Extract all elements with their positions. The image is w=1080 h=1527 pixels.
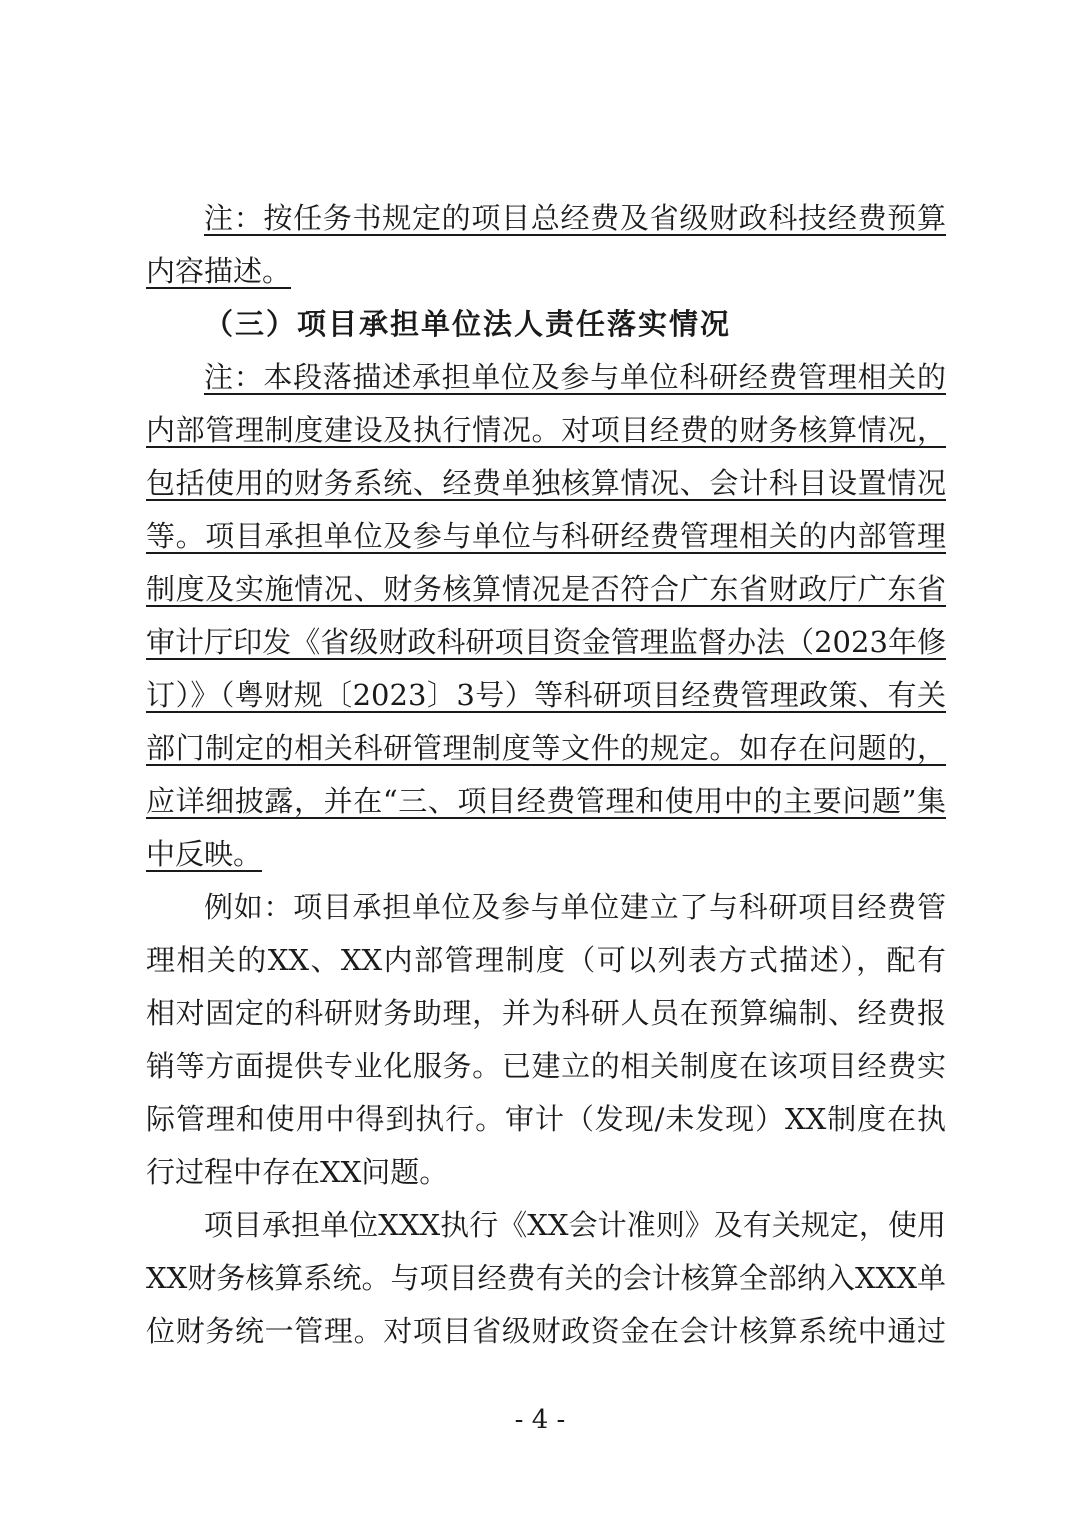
note2-line-7: 订）》（粤财规〔2023〕3号）等科研项目经费管理政策、有关 bbox=[146, 678, 946, 712]
note1-line-2: 内容描述。 bbox=[146, 254, 292, 288]
note2-line-4: 等。项目承担单位及参与单位与科研经费管理相关的内部管理 bbox=[146, 519, 946, 553]
example-line-3: 相对固定的科研财务助理，并为科研人员在预算编制、经费报 bbox=[146, 996, 946, 1030]
note2-line-5: 制度及实施情况、财务核算情况是否符合广东省财政厅广东省 bbox=[146, 572, 946, 606]
note1-line-1: 注：按任务书规定的项目总经费及省级财政科技经费预算 bbox=[204, 201, 946, 235]
example-line-2: 理相关的XX、XX内部管理制度（可以列表方式描述），配有 bbox=[146, 943, 946, 977]
example-line-1: 例如：项目承担单位及参与单位建立了与科研项目经费管 bbox=[204, 890, 946, 924]
example-line-4: 销等方面提供专业化服务。已建立的相关制度在该项目经费实 bbox=[146, 1049, 946, 1083]
page-number: - 4 - bbox=[514, 1405, 566, 1435]
section-heading: （三）项目承担单位法人责任落实情况 bbox=[204, 307, 732, 341]
example-line-5: 际管理和使用中得到执行。审计（发现/未发现）XX制度在执 bbox=[146, 1102, 946, 1136]
note2-line-2: 内部管理制度建设及执行情况。对项目经费的财务核算情况， bbox=[146, 413, 946, 447]
paragraph2-line-1: 项目承担单位XXX执行《XX会计准则》及有关规定，使用 bbox=[204, 1208, 946, 1242]
note2-line-6: 审计厅印发《省级财政科研项目资金管理监督办法（2023年修 bbox=[146, 625, 946, 659]
note2-line-1: 注：本段落描述承担单位及参与单位科研经费管理相关的 bbox=[204, 360, 946, 394]
paragraph2-line-2: XX财务核算系统。与项目经费有关的会计核算全部纳入XXX单 bbox=[146, 1261, 946, 1295]
example-line-6: 行过程中存在XX问题。 bbox=[146, 1155, 449, 1189]
note2-line-10: 中反映。 bbox=[146, 837, 263, 871]
paragraph2-line-3: 位财务统一管理。对项目省级财政资金在会计核算系统中通过 bbox=[146, 1314, 946, 1348]
note2-line-8: 部门制定的相关科研管理制度等文件的规定。如存在问题的， bbox=[146, 731, 946, 765]
note2-line-3: 包括使用的财务系统、经费单独核算情况、会计科目设置情况 bbox=[146, 466, 946, 500]
note2-line-9: 应详细披露，并在“三、项目经费管理和使用中的主要问题”集 bbox=[146, 784, 946, 818]
